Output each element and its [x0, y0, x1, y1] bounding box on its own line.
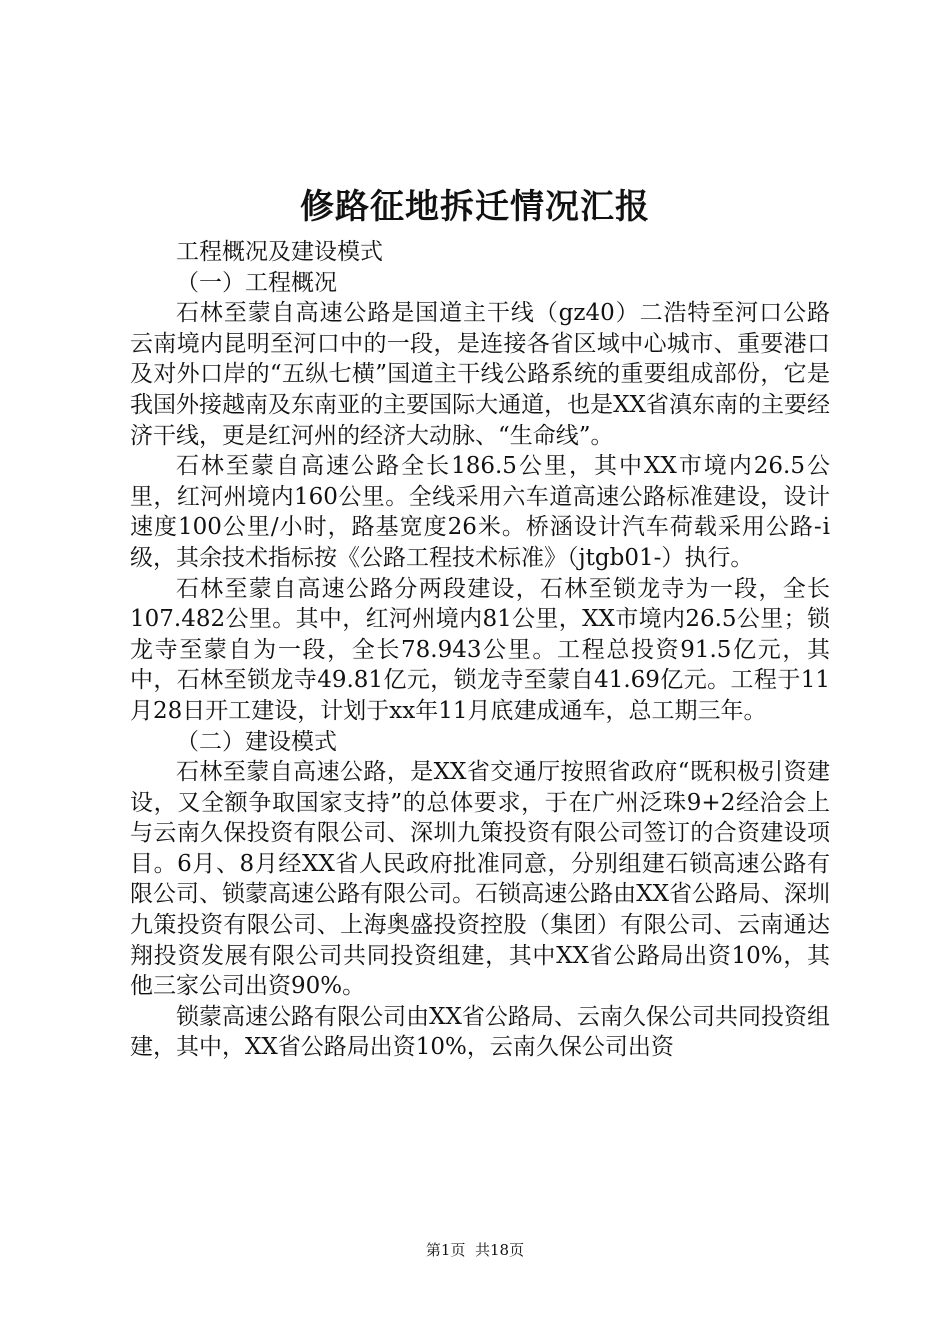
body-paragraph: 石林至蒙自高速公路全长186.5公里，其中XX市境内26.5公里，红河州境内160公里。全线采用六车道高速公路标准建设，设计速度100公里/小时，路基宽度26米。桥涵设计汽车荷载采用公路-ⅰ级，其余技术指标按《公路工程技术标准》（jtgb01-）执行。 — [130, 453, 830, 571]
page-footer — [0, 1240, 950, 1260]
document-title: 修路征地拆迁情况汇报 — [300, 187, 650, 227]
body-paragraph: 石林至蒙自高速公路，是XX省交通厅按照省政府“既积极引资建设，又全额争取国家支持”的总体要求，于在广州泛珠9+2经洽会上与云南久保投资有限公司、深圳九策投资有限公司签订的合资建设项目。6月、8月经XX省人民政府批准同意，分别组建石锁高速公路有限公司、锁蒙高速公路有限公司。石锁高速公路由XX省公路局、深圳九策投资有限公司、上海奥盛投资控股（集团）有限公司、云南通达翔投资发展有限公司共同投资组建，其中XX省公路局出资10%，其他三家公司出资90%。 — [130, 759, 830, 1000]
section-heading: 工程概况及建设模式 — [176, 239, 383, 265]
page-number: 第1页 — [425, 1241, 466, 1259]
subsection-heading-overview: （一）工程概况 — [176, 269, 337, 296]
subsection-heading-model: （二）建设模式 — [176, 728, 337, 755]
footer-spacer — [465, 1241, 475, 1259]
body-paragraph: 锁蒙高速公路有限公司由XX省公路局、云南久保公司共同投资组建，其中，XX省公路局出资10%，云南久保公司出资 — [130, 1003, 830, 1061]
document-body — [130, 237, 830, 1063]
body-paragraph: 石林至蒙自高速公路是国道主干线（gz40）二浩特至河口公路云南境内昆明至河口中的一段，是连接各省区域中心城市、重要港口及对外口岸的“五纵七横”国道主干线公路系统的重要组成部份，它是我国外接越南及东南亚的主要国际大通道，也是XX省滇东南的主要经济干线，更是红河州的经济大动脉、“生命线”。 — [130, 300, 830, 449]
body-paragraph: 石林至蒙自高速公路分两段建设，石林至锁龙寺为一段，全长107.482公里。其中，红河州境内81公里，XX市境内26.5公里；锁龙寺至蒙自为一段，全长78.943公里。工程总投资91.5亿元，其中，石林至锁龙寺49.81亿元，锁龙寺至蒙自41.69亿元。工程于11月28日开工建设，计划于xx年11月底建成通车，总工期三年。 — [130, 575, 830, 724]
page-total: 共18页 — [475, 1241, 525, 1259]
